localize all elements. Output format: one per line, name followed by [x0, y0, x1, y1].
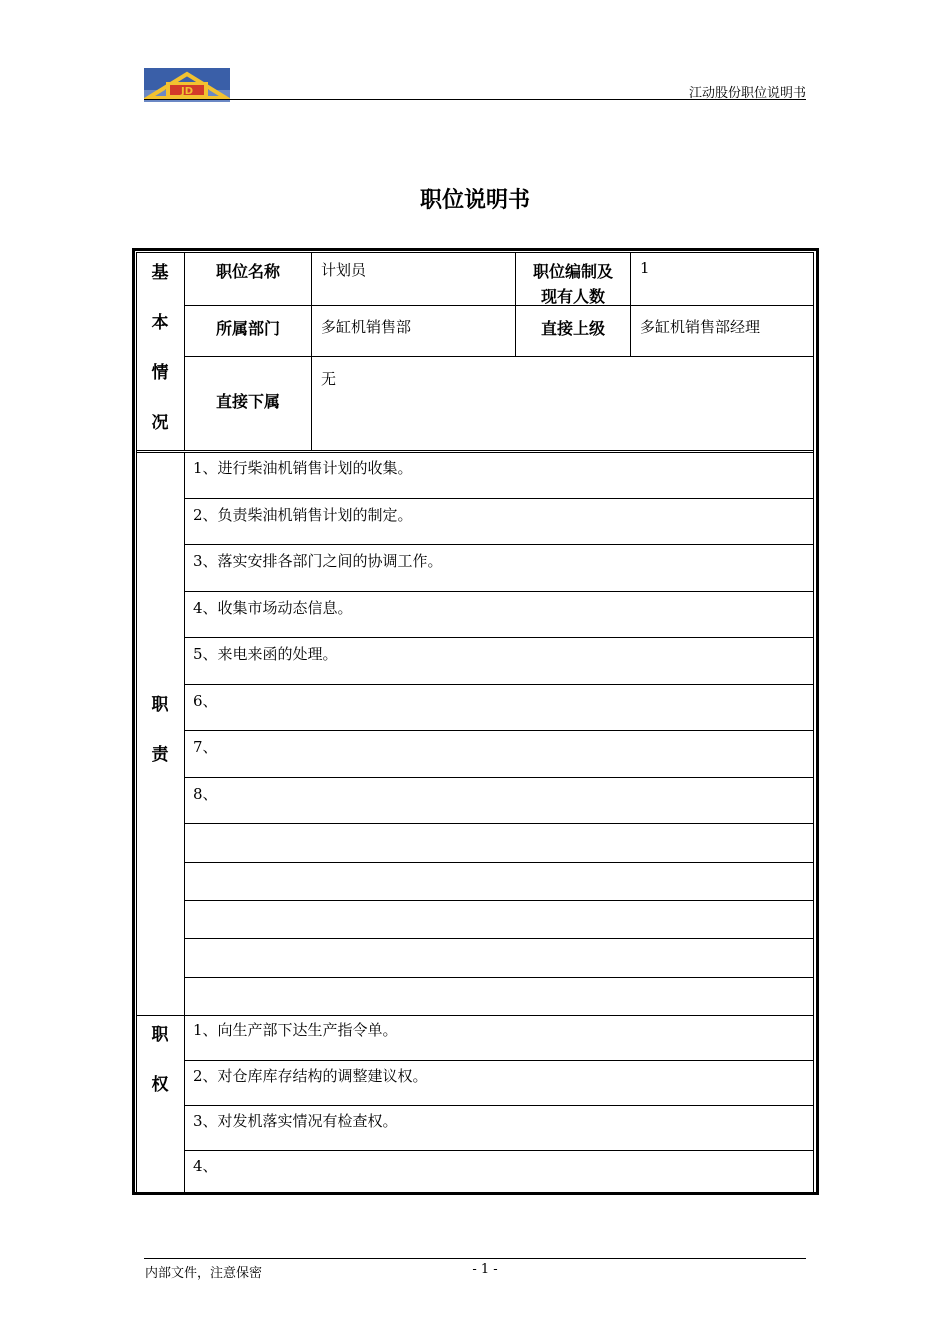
duties-section-bottom — [136, 1015, 814, 1016]
authority-row-line — [184, 1060, 814, 1061]
basic-label-divider — [311, 252, 312, 450]
company-logo — [144, 68, 230, 102]
duties-row-line — [184, 591, 814, 592]
authority-item: 3、对发机落实情况有检查权。 — [193, 1112, 398, 1130]
authority-row-line — [184, 1105, 814, 1106]
headcount-label-line1: 职位编制及 — [532, 262, 613, 281]
duties-section-char: 责 — [151, 745, 169, 765]
header-document-name: 江动股份职位说明书 — [688, 86, 806, 101]
footer-confidential: 内部文件，注意保密 — [145, 1266, 263, 1281]
duty-item: 4、收集市场动态信息。 — [193, 599, 353, 617]
basic-section-char: 基 — [151, 263, 169, 283]
duties-row-line — [184, 544, 814, 545]
duty-item: 2、负责柴油机销售计划的制定。 — [193, 506, 413, 524]
duties-row-line — [184, 823, 814, 824]
authority-item: 2、对仓库库存结构的调整建议权。 — [193, 1067, 428, 1085]
footer-rule — [144, 1258, 806, 1259]
inner-left-line — [136, 252, 137, 1192]
subordinate-value: 无 — [321, 370, 337, 388]
inner-right-line — [813, 252, 814, 1192]
basic-row-line-2 — [184, 356, 814, 357]
duties-row-line — [184, 862, 814, 863]
duties-row-line — [184, 777, 814, 778]
authority-item: 1、向生产部下达生产指令单。 — [193, 1021, 398, 1039]
duties-row-line — [184, 730, 814, 731]
duty-item: 8、 — [193, 785, 218, 803]
duties-row-line — [184, 498, 814, 499]
authority-section-char: 权 — [151, 1075, 169, 1095]
headcount-value: 1 — [640, 259, 650, 277]
duties-row-line — [184, 938, 814, 939]
duty-item: 6、 — [193, 692, 218, 710]
basic-section-bottom — [136, 450, 814, 453]
authority-row-line — [184, 1150, 814, 1151]
superior-label: 直接上级 — [540, 319, 605, 338]
authority-item: 4、 — [193, 1157, 218, 1175]
duty-item: 3、落实安排各部门之间的协调工作。 — [193, 552, 443, 570]
position-name-label: 职位名称 — [215, 262, 280, 281]
svg-text:JD: JD — [180, 86, 194, 97]
duties-row-line — [184, 900, 814, 901]
basic-row-line-1 — [184, 305, 814, 306]
duties-row-line — [184, 977, 814, 978]
inner-top-line — [136, 252, 814, 253]
basic-right-divider — [630, 252, 631, 356]
duty-item: 1、进行柴油机销售计划的收集。 — [193, 459, 413, 477]
subordinate-label: 直接下属 — [215, 392, 280, 411]
duty-item: 5、来电来函的处理。 — [193, 645, 338, 663]
duties-row-line — [184, 684, 814, 685]
duties-section-char: 职 — [151, 695, 169, 715]
duties-row-line — [184, 637, 814, 638]
department-value: 多缸机销售部 — [321, 318, 412, 336]
basic-section-char: 本 — [151, 313, 169, 333]
department-label: 所属部门 — [215, 319, 280, 338]
authority-section-char: 职 — [151, 1025, 169, 1045]
basic-section-char: 情 — [151, 363, 169, 383]
superior-value: 多缸机销售部经理 — [640, 318, 761, 336]
footer-page-number: - 1 - — [472, 1262, 498, 1277]
basic-section-char: 况 — [151, 413, 169, 433]
header-rule — [144, 99, 806, 100]
page-title: 职位说明书 — [419, 188, 530, 213]
duty-item: 7、 — [193, 738, 218, 756]
position-name-value: 计划员 — [321, 261, 367, 279]
headcount-label-line2: 现有人数 — [540, 287, 605, 306]
